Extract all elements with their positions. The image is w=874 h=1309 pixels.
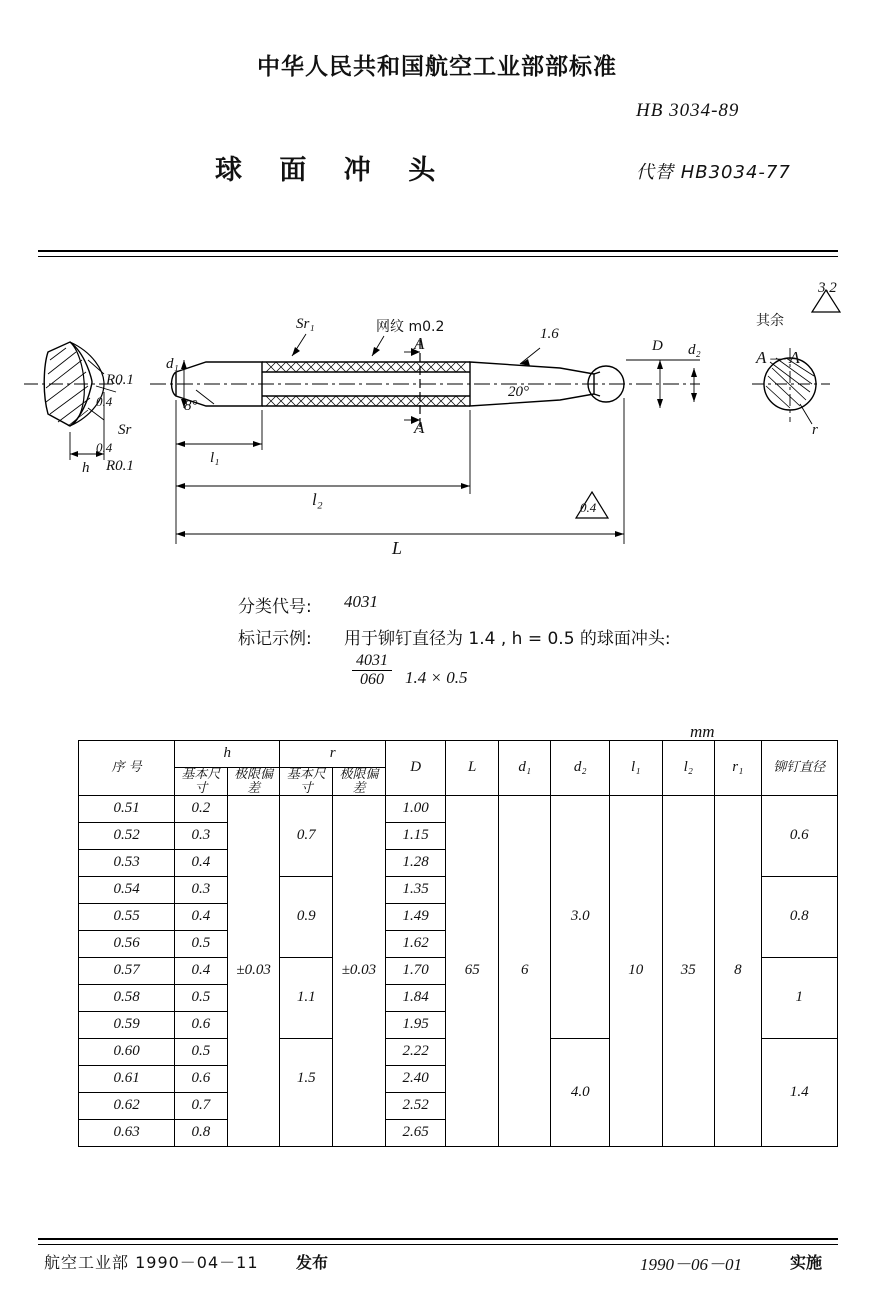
cell-d2-lower: 4.0 <box>551 1039 610 1147</box>
label-d2: d₂ <box>688 342 701 358</box>
cell-d1: 6 <box>498 796 551 1147</box>
cell-D: 1.49 <box>385 904 446 931</box>
cell-h: 0.5 <box>175 985 228 1012</box>
cell-seq: 0.54 <box>79 877 175 904</box>
header-d1: d₁ <box>498 741 551 796</box>
cell-h: 0.6 <box>175 1012 228 1039</box>
cell-r-dev: ±0.03 <box>333 796 386 1147</box>
header-seq: 序 号 <box>79 741 175 796</box>
header-h-dev: 极限偏差 <box>227 768 280 796</box>
mark-code-denominator: 060 <box>360 671 384 688</box>
label-knurl: 网纹 m0.2 <box>376 319 445 335</box>
cell-h: 0.5 <box>175 1039 228 1066</box>
mark-code-numerator: 4031 <box>352 652 392 671</box>
header-D: D <box>385 741 446 796</box>
cell-D: 1.15 <box>385 823 446 850</box>
cell-r-basic-blank <box>280 958 333 985</box>
table-row <box>79 796 838 823</box>
cell-h: 0.4 <box>175 904 228 931</box>
cell-D: 1.28 <box>385 850 446 877</box>
label-section-a-top: A <box>414 334 425 353</box>
class-code-value: 4031 <box>344 592 378 611</box>
label-r-section: r <box>812 422 818 438</box>
ministry-title: 中华人民共和国航空工业部部标准 <box>257 54 617 80</box>
cell-D: 2.22 <box>385 1039 446 1066</box>
cell-r-basic: 0.9 <box>280 904 333 931</box>
label-ra04-top: 0.4 <box>96 394 113 409</box>
cell-rivet-dia: 0.8 <box>761 877 837 958</box>
label-section-aa: A — A <box>756 348 800 367</box>
cell-h: 0.4 <box>175 958 228 985</box>
header-r-basic: 基本尺寸 <box>280 768 333 796</box>
mark-code-fraction <box>352 652 392 689</box>
mark-example-text: 用于铆钉直径为 1.4 , h = 0.5 的球面冲头: <box>344 629 671 649</box>
cell-h: 0.2 <box>175 796 228 823</box>
header-r-group: r <box>280 741 385 768</box>
footer-publish-label: 发布 <box>296 1253 329 1272</box>
mark-code-size: 1.4 × 0.5 <box>405 668 468 687</box>
cell-l1: 10 <box>609 796 662 1147</box>
label-angle-8: 8° <box>184 398 198 414</box>
table-head <box>79 741 838 796</box>
technical-drawing <box>0 264 874 584</box>
replaces-standard: 代替 HB3034-77 <box>636 162 791 183</box>
cell-r-basic: 0.7 <box>280 823 333 850</box>
cell-D: 1.35 <box>385 877 446 904</box>
cell-D: 1.70 <box>385 958 446 985</box>
table-unit: mm <box>690 722 715 741</box>
standard-number: HB 3034-89 <box>636 100 740 121</box>
header-l1: l₁ <box>609 741 662 796</box>
label-r01-bottom: R0.1 <box>106 458 134 474</box>
header-h-group: h <box>175 741 280 768</box>
mark-example-label: 标记示例: <box>238 629 312 649</box>
cell-seq: 0.58 <box>79 985 175 1012</box>
footer-issuer: 航空工业部 1990－04－11 <box>44 1253 259 1272</box>
cell-r-basic-blank <box>280 1093 333 1120</box>
cell-L: 65 <box>446 796 499 1147</box>
cell-h: 0.8 <box>175 1120 228 1147</box>
cell-D: 2.40 <box>385 1066 446 1093</box>
cell-r-basic-blank <box>280 1039 333 1066</box>
label-h: h <box>82 460 90 476</box>
cell-h: 0.4 <box>175 850 228 877</box>
header-L: L <box>446 741 499 796</box>
cell-seq: 0.53 <box>79 850 175 877</box>
table-body <box>79 796 838 1147</box>
header-d2: d₂ <box>551 741 610 796</box>
cell-r-basic-blank <box>280 931 333 958</box>
cell-h: 0.3 <box>175 877 228 904</box>
cell-D: 1.00 <box>385 796 446 823</box>
label-L: L <box>392 538 403 558</box>
cell-h: 0.7 <box>175 1093 228 1120</box>
footer-divider <box>38 1238 838 1240</box>
cell-D: 1.84 <box>385 985 446 1012</box>
header-divider <box>38 250 838 252</box>
cell-r1: 8 <box>715 796 762 1147</box>
header-r1: r₁ <box>715 741 762 796</box>
cell-h: 0.3 <box>175 823 228 850</box>
cell-d2-upper: 3.0 <box>551 796 610 1039</box>
cell-r-basic: 1.1 <box>280 985 333 1012</box>
table-header-row-1 <box>79 741 838 768</box>
cell-h: 0.6 <box>175 1066 228 1093</box>
label-angle-20: 20° <box>508 384 529 400</box>
header-rivet-dia-text: 铆钉直径 <box>773 760 826 776</box>
cell-D: 2.65 <box>385 1120 446 1147</box>
page-title: 球 面 冲 头 <box>215 155 450 186</box>
label-d1: d₁ <box>166 356 179 372</box>
label-r01-top: R0.1 <box>106 372 134 388</box>
cell-l2: 35 <box>662 796 715 1147</box>
cell-D: 1.62 <box>385 931 446 958</box>
cell-seq: 0.55 <box>79 904 175 931</box>
cell-rivet-dia: 1.4 <box>761 1039 837 1147</box>
cell-r-basic: 1.5 <box>280 1066 333 1093</box>
header-rivet-dia <box>761 741 837 796</box>
cell-seq: 0.57 <box>79 958 175 985</box>
label-other-surface-value: 3.2 <box>818 280 837 296</box>
footer-impl-label: 实施 <box>790 1253 823 1272</box>
cell-seq: 0.52 <box>79 823 175 850</box>
cell-r-basic-blank <box>280 1012 333 1039</box>
header-divider-thin <box>38 256 838 257</box>
cell-rivet-dia: 0.6 <box>761 796 837 877</box>
cell-D: 1.95 <box>385 1012 446 1039</box>
header-r-dev: 极限偏差 <box>333 768 386 796</box>
cell-D: 2.52 <box>385 1093 446 1120</box>
label-l2: l₂ <box>312 490 323 509</box>
cell-r-basic-blank <box>280 850 333 877</box>
class-code-label: 分类代号: <box>238 597 312 617</box>
label-l1: l₁ <box>210 450 220 466</box>
cell-seq: 0.63 <box>79 1120 175 1147</box>
cell-h: 0.5 <box>175 931 228 958</box>
label-sr1: Sr₁ <box>296 316 315 332</box>
cell-seq: 0.62 <box>79 1093 175 1120</box>
label-ra04-bottom: 0.4 <box>96 440 113 455</box>
cell-seq: 0.59 <box>79 1012 175 1039</box>
footer-impl-date: 1990－06－01 <box>640 1255 742 1274</box>
footer-divider-thin <box>38 1244 838 1245</box>
cell-rivet-dia: 1 <box>761 958 837 1039</box>
header-l2: l₂ <box>662 741 715 796</box>
cell-seq: 0.61 <box>79 1066 175 1093</box>
cell-r-basic-blank <box>280 877 333 904</box>
cell-r-basic-blank <box>280 1120 333 1147</box>
cell-seq: 0.56 <box>79 931 175 958</box>
label-sr: Sr <box>118 422 132 438</box>
cell-seq: 0.51 <box>79 796 175 823</box>
cell-h-dev: ±0.03 <box>227 796 280 1147</box>
label-ra-04-right: 0.4 <box>580 500 597 515</box>
cell-r-basic-blank <box>280 796 333 823</box>
label-section-a-bottom: A <box>414 418 425 437</box>
cell-seq: 0.60 <box>79 1039 175 1066</box>
label-D: D <box>652 338 663 354</box>
specification-table <box>78 740 838 1147</box>
label-ra-16: 1.6 <box>540 326 559 342</box>
header-h-basic: 基本尺寸 <box>175 768 228 796</box>
label-other-surface: 其余 <box>756 313 784 329</box>
